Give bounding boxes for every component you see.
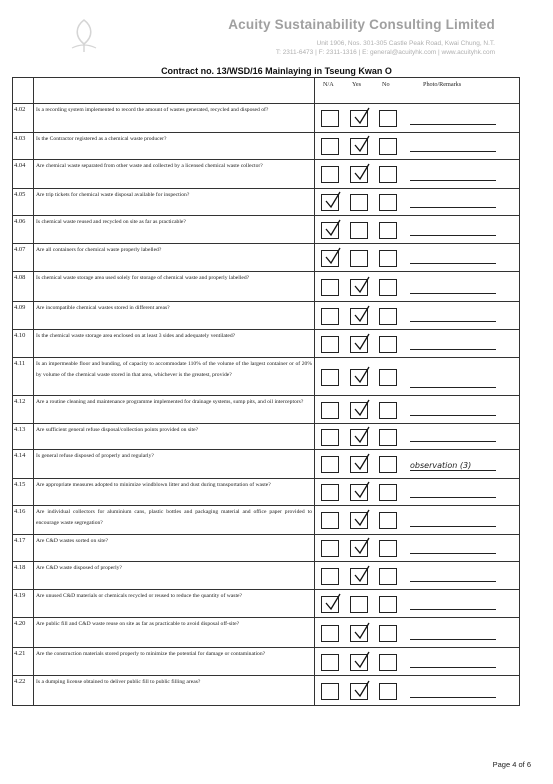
check-mark-icon (354, 482, 370, 500)
yes-checkbox[interactable] (350, 279, 368, 296)
table-row (13, 450, 520, 479)
yes-checkbox[interactable] (350, 596, 368, 613)
remarks-line (410, 180, 496, 181)
item-question: Is the chemical waste storage area enclosed on at least 3 sides and adequately ventilated? (34, 330, 315, 357)
table-row (13, 506, 520, 535)
table-row (13, 562, 520, 590)
check-mark-icon (354, 681, 370, 699)
item-number: 4.20 (13, 618, 34, 647)
remarks-line (410, 470, 496, 471)
item-checks (315, 562, 520, 589)
item-number: 4.13 (13, 424, 34, 449)
item-question: Are chemical waste separated from other waste and collected by a licensed chemical waste collector? (34, 160, 315, 188)
yes-checkbox[interactable] (350, 336, 368, 353)
item-checks (315, 104, 520, 132)
item-number: 4.07 (13, 244, 34, 271)
item-number: 4.03 (13, 133, 34, 159)
item-checks (315, 479, 520, 505)
na-checkbox[interactable] (321, 429, 339, 446)
na-checkbox[interactable] (321, 654, 339, 671)
item-question: Is an impermeable floor and bunding, of capacity to accommodate 110% of the volume of the largest container or of 20% by volume of the chemical waste stored in that area, whichever is the greatest, provide? (34, 358, 315, 395)
na-checkbox[interactable] (321, 484, 339, 501)
remarks-line (410, 151, 496, 152)
no-checkbox[interactable] (379, 568, 397, 585)
remarks-line (410, 235, 496, 236)
remarks-line (410, 667, 496, 668)
na-checkbox[interactable] (321, 568, 339, 585)
item-checks (315, 535, 520, 561)
na-checkbox[interactable] (321, 336, 339, 353)
item-checks (315, 618, 520, 647)
yes-checkbox[interactable] (350, 512, 368, 529)
yes-checkbox[interactable] (350, 250, 368, 267)
yes-checkbox[interactable] (350, 625, 368, 642)
item-question: Are public fill and C&D waste reuse on site as far as practicable to avoid disposal off-site? (34, 618, 315, 647)
header-no: No (382, 81, 390, 88)
check-mark-icon (354, 454, 370, 472)
table-row (13, 189, 520, 216)
item-checks (315, 133, 520, 159)
company-name: Acuity Sustainability Consulting Limited (228, 17, 495, 32)
item-number: 4.12 (13, 396, 34, 423)
item-checks (315, 160, 520, 188)
remarks-line (410, 553, 496, 554)
yes-checkbox[interactable] (350, 540, 368, 557)
check-mark-icon (325, 248, 341, 266)
item-question: Are incompatible chemical wastes stored in different areas? (34, 302, 315, 329)
yes-checkbox[interactable] (350, 484, 368, 501)
item-checks (315, 506, 520, 534)
no-checkbox[interactable] (379, 596, 397, 613)
table-row (13, 244, 520, 272)
remarks-line (410, 639, 496, 640)
no-checkbox[interactable] (379, 512, 397, 529)
check-mark-icon (354, 164, 370, 182)
item-question: Is general refuse disposed of properly and regularly? (34, 450, 315, 478)
item-question: Is a recording system implemented to record the amount of wastes generated, recycled and disposed of? (34, 104, 315, 132)
item-checks (315, 330, 520, 357)
item-question: Are unused C&D materials or chemicals recycled or reused to reduce the quantity of waste? (34, 590, 315, 617)
item-checks (315, 302, 520, 329)
item-number: 4.02 (13, 104, 34, 132)
item-checks (315, 272, 520, 301)
item-question: Are a routine cleaning and maintenance programme implemented for drainage systems, sump pits, and oil interceptors? (34, 396, 315, 423)
check-mark-icon (354, 306, 370, 324)
check-mark-icon (354, 400, 370, 418)
remarks-line (410, 609, 496, 610)
check-mark-icon (325, 594, 341, 612)
table-row (13, 676, 520, 706)
check-mark-icon (354, 652, 370, 670)
company-address: Unit 1906, Nos. 301-305 Castle Peak Road, Kwai Chung, N.T. (316, 40, 495, 47)
remarks-line (410, 321, 496, 322)
yes-checkbox[interactable] (350, 654, 368, 671)
na-checkbox[interactable] (321, 369, 339, 386)
item-number: 4.04 (13, 160, 34, 188)
checklist-table (12, 77, 520, 706)
table-row (13, 216, 520, 244)
no-checkbox[interactable] (379, 625, 397, 642)
table-row (13, 330, 520, 358)
item-number: 4.09 (13, 302, 34, 329)
item-number: 4.22 (13, 676, 34, 705)
yes-checkbox[interactable] (350, 110, 368, 127)
check-mark-icon (354, 367, 370, 385)
check-mark-icon (354, 136, 370, 154)
item-checks (315, 424, 520, 449)
yes-checkbox[interactable] (350, 402, 368, 419)
na-checkbox[interactable] (321, 540, 339, 557)
item-question: Are sufficient general refuse disposal/collection points provided on site? (34, 424, 315, 449)
remarks-line (410, 124, 496, 125)
na-checkbox[interactable] (321, 279, 339, 296)
item-question: Is chemical waste storage area used solely for storage of chemical waste and properly labelled? (34, 272, 315, 301)
yes-checkbox[interactable] (350, 369, 368, 386)
remarks-line (410, 581, 496, 582)
table-row (13, 133, 520, 160)
company-contact: T: 2311-6473 | F: 2311-1316 | E: general@acuityhk.com | www.acuityhk.com (275, 49, 495, 56)
item-number: 4.17 (13, 535, 34, 561)
na-checkbox[interactable] (321, 596, 339, 613)
item-checks (315, 450, 520, 478)
page-number: Page 4 of 6 (492, 760, 531, 769)
item-checks (315, 676, 520, 705)
yes-checkbox[interactable] (350, 222, 368, 239)
item-remark: observation (3) (410, 461, 472, 470)
item-number: 4.08 (13, 272, 34, 301)
no-checkbox[interactable] (379, 540, 397, 557)
item-number: 4.14 (13, 450, 34, 478)
table-row (13, 104, 520, 133)
header-question-cell (34, 78, 315, 103)
check-mark-icon (354, 277, 370, 295)
item-number: 4.16 (13, 506, 34, 534)
item-number: 4.21 (13, 648, 34, 675)
table-row (13, 272, 520, 302)
yes-checkbox[interactable] (350, 456, 368, 473)
no-checkbox[interactable] (379, 456, 397, 473)
no-checkbox[interactable] (379, 110, 397, 127)
table-row (13, 302, 520, 330)
table-header (13, 78, 520, 104)
check-mark-icon (354, 623, 370, 641)
item-question: Is a dumping license obtained to deliver public fill to public filling areas? (34, 676, 315, 705)
item-checks (315, 358, 520, 395)
remarks-line (410, 441, 496, 442)
na-checkbox[interactable] (321, 456, 339, 473)
item-question: Is chemical waste reused and recycled on site as far as practicable? (34, 216, 315, 243)
table-row (13, 424, 520, 450)
no-checkbox[interactable] (379, 279, 397, 296)
company-logo (62, 14, 106, 58)
na-checkbox[interactable] (321, 625, 339, 642)
table-row (13, 618, 520, 648)
check-mark-icon (325, 192, 341, 210)
remarks-line (410, 497, 496, 498)
na-checkbox[interactable] (321, 138, 339, 155)
item-number: 4.18 (13, 562, 34, 589)
table-row (13, 479, 520, 506)
remarks-line (410, 387, 496, 388)
no-checkbox[interactable] (379, 138, 397, 155)
no-checkbox[interactable] (379, 166, 397, 183)
no-checkbox[interactable] (379, 308, 397, 325)
header-remarks: Photo/Remarks (423, 81, 462, 88)
na-checkbox[interactable] (321, 250, 339, 267)
table-row (13, 358, 520, 396)
no-checkbox[interactable] (379, 336, 397, 353)
item-checks (315, 189, 520, 215)
check-mark-icon (354, 108, 370, 126)
item-checks (315, 244, 520, 271)
no-checkbox[interactable] (379, 222, 397, 239)
no-checkbox[interactable] (379, 654, 397, 671)
na-checkbox[interactable] (321, 110, 339, 127)
check-mark-icon (354, 334, 370, 352)
na-checkbox[interactable] (321, 308, 339, 325)
item-checks (315, 648, 520, 675)
yes-checkbox[interactable] (350, 683, 368, 700)
remarks-line (410, 349, 496, 350)
na-checkbox[interactable] (321, 166, 339, 183)
header-no-cell (13, 78, 34, 103)
leaf-logo-icon (62, 14, 106, 58)
check-mark-icon (354, 427, 370, 445)
check-mark-icon (325, 220, 341, 238)
item-question: Are individual collectors for aluminium cans, plastic bottles and packaging material and office paper provided to encourage waste segregation? (34, 506, 315, 534)
check-mark-icon (354, 538, 370, 556)
yes-checkbox[interactable] (350, 138, 368, 155)
yes-checkbox[interactable] (350, 308, 368, 325)
item-question: Are the construction materials stored properly to minimize the potential for damage or contamination? (34, 648, 315, 675)
table-row (13, 160, 520, 189)
no-checkbox[interactable] (379, 250, 397, 267)
table-row (13, 535, 520, 562)
check-mark-icon (354, 510, 370, 528)
remarks-line (410, 697, 496, 698)
item-checks (315, 396, 520, 423)
item-checks (315, 590, 520, 617)
remarks-line (410, 415, 496, 416)
remarks-line (410, 263, 496, 264)
contract-title: Contract no. 13/WSD/16 Mainlaying in Tseung Kwan O (161, 66, 392, 76)
item-question: Are all containers for chemical waste properly labelled? (34, 244, 315, 271)
item-number: 4.11 (13, 358, 34, 395)
item-number: 4.05 (13, 189, 34, 215)
item-number: 4.06 (13, 216, 34, 243)
header-yes: Yes (352, 81, 362, 88)
header-na: N/A (323, 81, 334, 88)
na-checkbox[interactable] (321, 194, 339, 211)
header-check-cell (315, 78, 520, 103)
no-checkbox[interactable] (379, 683, 397, 700)
no-checkbox[interactable] (379, 402, 397, 419)
item-number: 4.19 (13, 590, 34, 617)
na-checkbox[interactable] (321, 402, 339, 419)
item-question: Are C&D waste disposed of properly? (34, 562, 315, 589)
yes-checkbox[interactable] (350, 568, 368, 585)
no-checkbox[interactable] (379, 194, 397, 211)
no-checkbox[interactable] (379, 369, 397, 386)
remarks-line (410, 526, 496, 527)
no-checkbox[interactable] (379, 484, 397, 501)
na-checkbox[interactable] (321, 683, 339, 700)
yes-checkbox[interactable] (350, 194, 368, 211)
na-checkbox[interactable] (321, 222, 339, 239)
item-question: Are trip tickets for chemical waste disposal available for inspection? (34, 189, 315, 215)
yes-checkbox[interactable] (350, 166, 368, 183)
item-question: Are appropriate measures adopted to minimize windblown litter and dust during transportation of waste? (34, 479, 315, 505)
table-row (13, 396, 520, 424)
item-question: Are C&D wastes sorted on site? (34, 535, 315, 561)
item-number: 4.15 (13, 479, 34, 505)
yes-checkbox[interactable] (350, 429, 368, 446)
item-question: Is the Contractor registered as a chemical waste producer? (34, 133, 315, 159)
table-row (13, 648, 520, 676)
item-checks (315, 216, 520, 243)
remarks-line (410, 293, 496, 294)
no-checkbox[interactable] (379, 429, 397, 446)
na-checkbox[interactable] (321, 512, 339, 529)
table-row (13, 590, 520, 618)
remarks-line (410, 207, 496, 208)
check-mark-icon (354, 566, 370, 584)
item-number: 4.10 (13, 330, 34, 357)
